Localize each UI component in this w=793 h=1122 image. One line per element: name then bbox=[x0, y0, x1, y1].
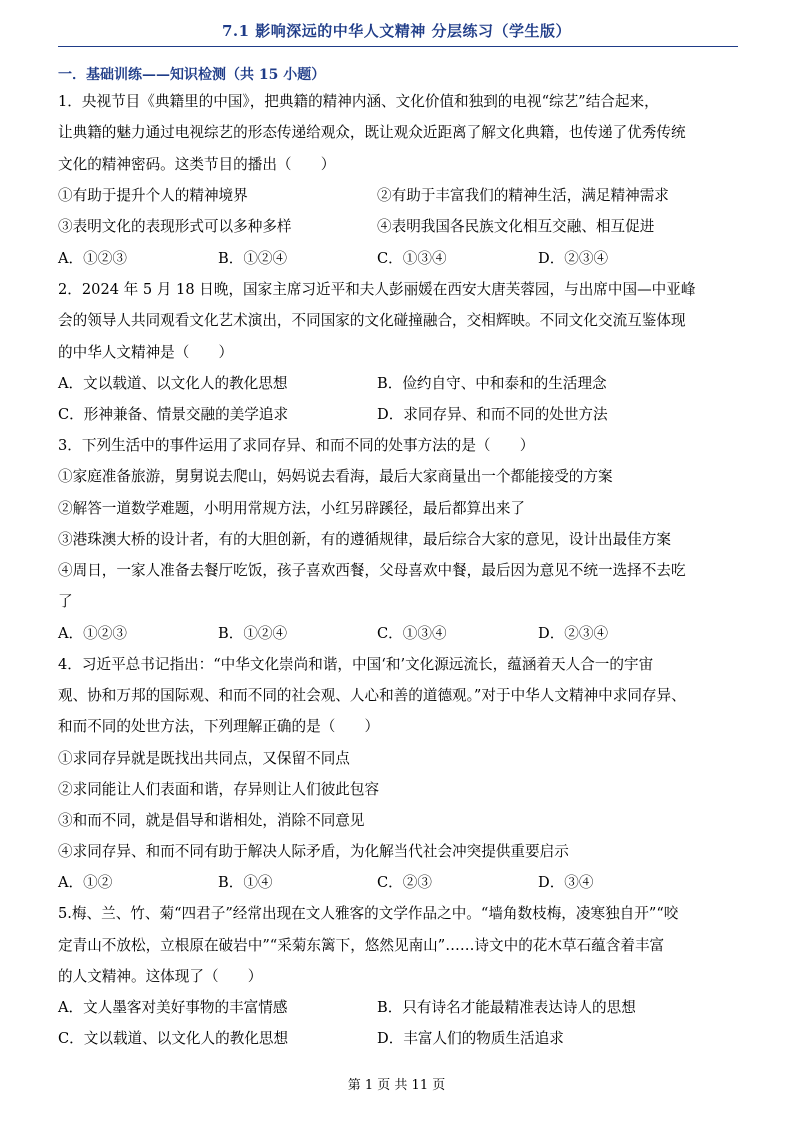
question-4-line-1: 4．习近平总书记指出：“中华文化崇尚和谐，中国‘和’文化源远流长，蕴涵着天人合一的宇宙 bbox=[58, 656, 654, 673]
question-2-line-1: 2．2024 年 5 月 18 日晚，国家主席习近平和夫人彭丽媛在西安大唐芙蓉园，与出席中国—中亚峰 bbox=[58, 281, 696, 298]
q4-statement-3: ③和而不同，就是倡导和谐相处，消除不同意见 bbox=[58, 812, 365, 829]
q1-option-c: C．①③④ bbox=[377, 250, 447, 267]
q5-option-a: A．文人墨客对美好事物的丰富情感 bbox=[58, 999, 288, 1016]
q1-statement-4: ④表明我国各民族文化相互交融、相互促进 bbox=[377, 218, 655, 235]
q4-option-c: C．②③ bbox=[377, 874, 432, 891]
q3-option-b: B．①②④ bbox=[218, 625, 288, 642]
question-4-line-3: 和而不同的处世方法，下列理解正确的是（ ） bbox=[58, 718, 380, 735]
q5-option-b: B．只有诗名才能最精准表达诗人的思想 bbox=[377, 999, 636, 1016]
question-5-line-3: 的人文精神。这体现了（ ） bbox=[58, 968, 263, 985]
question-5-line-1: 5.梅、兰、竹、菊“四君子”经常出现在文人雅客的文学作品之中。“墙角数枝梅，凌寒独自开”“咬 bbox=[58, 905, 679, 922]
q3-statement-4-cont: 了 bbox=[58, 593, 73, 610]
q4-option-b: B．①④ bbox=[218, 874, 273, 891]
document-title: 7.1 影响深远的中华人文精神 分层练习（学生版） bbox=[221, 22, 572, 40]
q3-option-a: A．①②③ bbox=[58, 625, 127, 642]
question-2-line-3: 的中华人文精神是（ ） bbox=[58, 344, 234, 361]
q4-option-d: D．③④ bbox=[538, 874, 594, 891]
q5-option-d: D．丰富人们的物质生活追求 bbox=[377, 1030, 564, 1047]
question-1-line-1: 1．央视节目《典籍里的中国》，把典籍的精神内涵、文化价值和独到的电视“综艺”结合起来， bbox=[58, 93, 659, 110]
q3-statement-3: ③港珠澳大桥的设计者，有的大胆创新，有的遵循规律，最后综合大家的意见，设计出最佳方案 bbox=[58, 531, 671, 548]
question-2-line-2: 会的领导人共同观看文化艺术演出，不同国家的文化碰撞融合，交相辉映。不同文化交流互鉴体现 bbox=[58, 312, 686, 329]
q4-statement-2: ②求同能让人们表面和谐，存异则让人们彼此包容 bbox=[58, 781, 380, 798]
q1-statement-1: ①有助于提升个人的精神境界 bbox=[58, 187, 248, 204]
q2-option-d: D．求同存异、和而不同的处世方法 bbox=[377, 406, 608, 423]
page-number: 第 1 页 共 11 页 bbox=[347, 1078, 446, 1093]
section-heading: 一．基础训练——知识检测（共 15 小题） bbox=[58, 67, 326, 83]
q4-option-a: A．①② bbox=[58, 874, 113, 891]
q3-option-d: D．②③④ bbox=[538, 625, 609, 642]
q3-option-c: C．①③④ bbox=[377, 625, 447, 642]
question-5-line-2: 定青山不放松，立根原在破岩中”“采菊东篱下，悠然见南山”……诗文中的花木草石蕴含着丰富 bbox=[58, 937, 665, 954]
q4-statement-4: ④求同存异、和而不同有助于解决人际矛盾，为化解当代社会冲突提供重要启示 bbox=[58, 843, 569, 860]
q1-option-a: A．①②③ bbox=[58, 250, 127, 267]
q2-option-a: A．文以载道、以文化人的教化思想 bbox=[58, 375, 288, 392]
question-1-line-2: 让典籍的魅力通过电视综艺的形态传递给观众，既让观众近距离了解文化典籍，也传递了优秀传统 bbox=[58, 124, 686, 141]
q1-option-b: B．①②④ bbox=[218, 250, 288, 267]
q1-statement-2: ②有助于丰富我们的精神生活，满足精神需求 bbox=[377, 187, 669, 204]
q3-statement-2: ②解答一道数学难题，小明用常规方法，小红另辟蹊径，最后都算出来了 bbox=[58, 500, 526, 517]
q5-option-c: C．文以载道、以文化人的教化思想 bbox=[58, 1030, 289, 1047]
question-3-line-1: 3．下列生活中的事件运用了求同存异、和而不同的处事方法的是（ ） bbox=[58, 437, 535, 454]
q2-option-c: C．形神兼备、情景交融的美学追求 bbox=[58, 406, 289, 423]
q1-statement-3: ③表明文化的表现形式可以多种多样 bbox=[58, 218, 292, 235]
q3-statement-1: ①家庭准备旅游，舅舅说去爬山，妈妈说去看海，最后大家商量出一个都能接受的方案 bbox=[58, 468, 613, 485]
question-1-line-3: 文化的精神密码。这类节目的播出（ ） bbox=[58, 156, 336, 173]
question-4-line-2: 观、协和万邦的国际观、和而不同的社会观、人心和善的道德观。”对于中华人文精神中求同存异、 bbox=[58, 687, 686, 704]
q2-option-b: B．俭约自守、中和泰和的生活理念 bbox=[377, 375, 607, 392]
q1-option-d: D．②③④ bbox=[538, 250, 609, 267]
q3-statement-4: ④周日，一家人准备去餐厅吃饭，孩子喜欢西餐，父母喜欢中餐，最后因为意见不统一选择不去吃 bbox=[58, 562, 686, 579]
title-divider bbox=[58, 46, 738, 47]
q4-statement-1: ①求同存异就是既找出共同点，又保留不同点 bbox=[58, 750, 350, 767]
